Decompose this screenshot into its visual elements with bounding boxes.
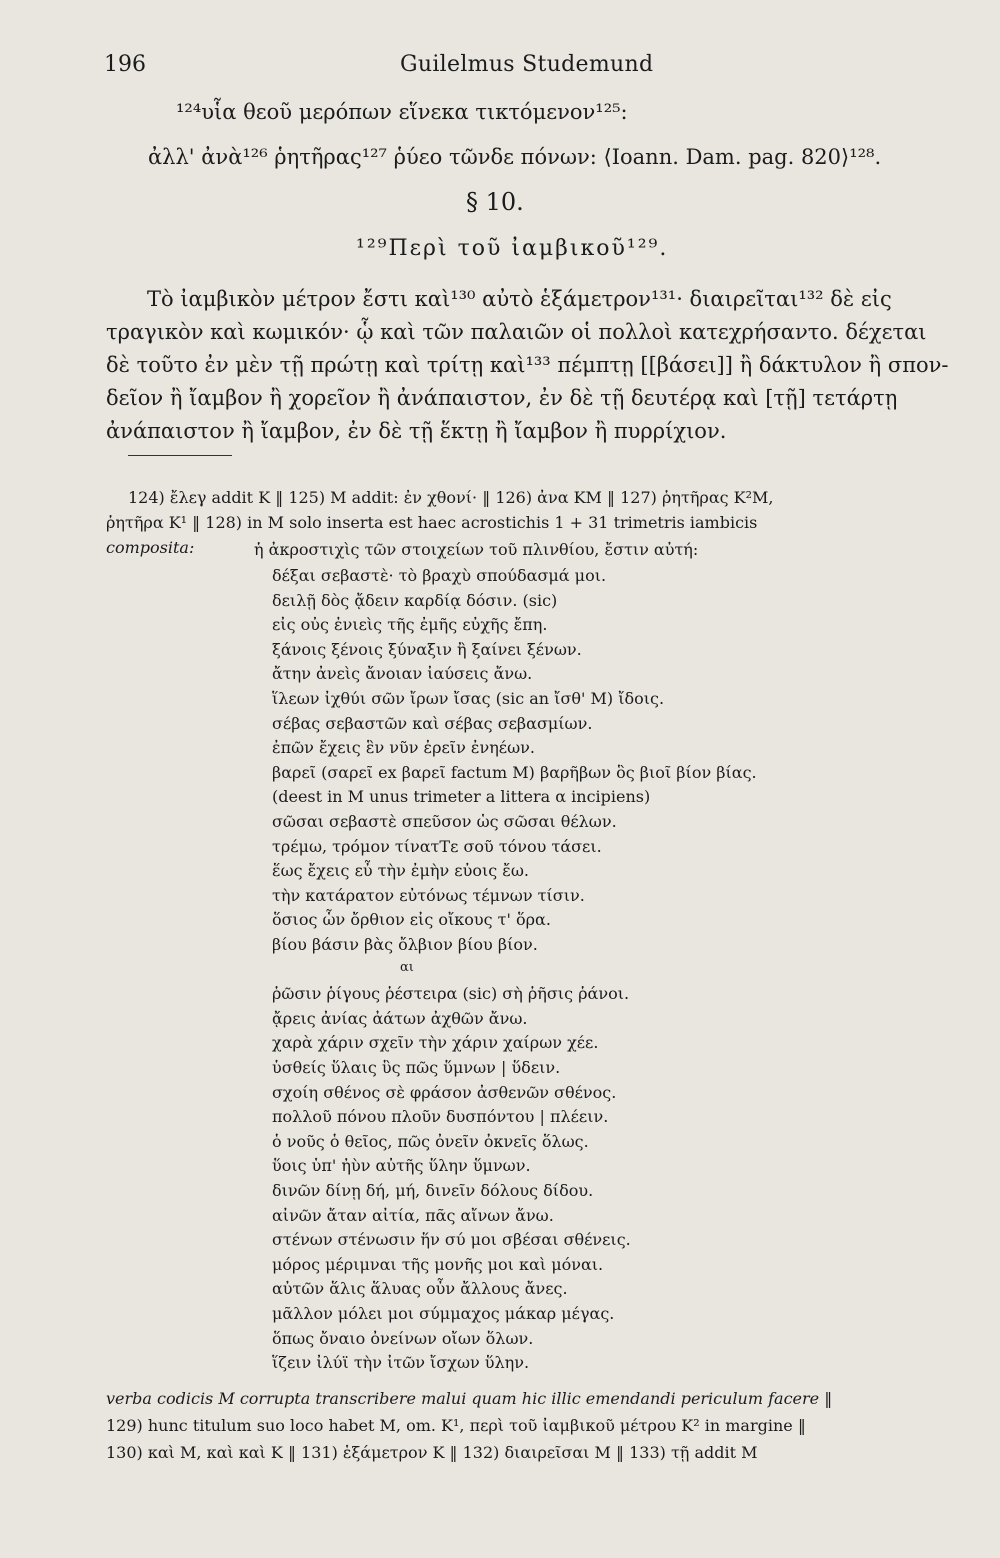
footnote-line: ῥητῆρα K¹ ‖ 128) in M solo inserta est haec acrostichis 1 + 31 trimetris iambicis <box>106 513 758 532</box>
page-number: 196 <box>104 52 146 77</box>
footnote-line: 124) ἔλεγ addit K ‖ 125) M addit: ἐν χθονί· ‖ 126) ἀνα KM ‖ 127) ῥητῆρας K²M, <box>128 488 774 507</box>
body-line: τραγικὸν καὶ κωμικόν· ᾧ καὶ τῶν παλαιῶν οἱ πολλοὶ κατεχρήσαντο. δέχεται <box>106 320 927 344</box>
body-line: δὲ τοῦτο ἐν μὲν τῇ πρώτῃ καὶ τρίτῃ καὶ¹³³ πέμπτῃ [[βάσει]] ἢ δάκτυλον ἢ σπον- <box>106 353 949 377</box>
acrostic-line: σχοίη σθένος σὲ φράσον ἀσθενῶν σθένος. <box>272 1082 617 1102</box>
acrostic-line: δινῶν δίνῃ δή, μή, δινεῖν δόλους δίδου. <box>272 1181 594 1200</box>
acrostic-line: πολλοῦ πόνου πλοῦν δυσπόντου | πλέειν. <box>272 1107 609 1127</box>
acrostic-line: αἰνῶν ἄταν αἰτία, πᾶς αἴνων ἄνω. <box>272 1205 554 1225</box>
footer-line: verba codicis M corrupta transcribere malui quam hic illic emendandi periculum facere ‖ <box>106 1389 833 1408</box>
footnote-line: composita: <box>106 538 195 557</box>
acrostic-line: ᾄρεις ἀνίας ἀάτων ἀχθῶν ἄνω. <box>272 1008 528 1028</box>
acrostic-line: ῥῶσιν ῥίγους ῥέστειρα (sic) σὴ ῥῆσις ῥάνοι. <box>272 984 630 1004</box>
acrostic-line: αὐτῶν ἅλις ἅλυας οὖν ἄλλους ἄνες. <box>272 1279 568 1299</box>
acrostic-line: ἄτην ἀνεὶς ἄνοιαν ἰαύσεις ἄνω. <box>272 664 533 684</box>
acrostic-line: ἐπῶν ἔχεις ἓν νῦν ἐρεῖν ἐνηέων. <box>272 738 535 758</box>
footnote-rule <box>128 455 232 456</box>
acrostic-line: σῶσαι σεβαστὲ σπεῦσον ὡς σῶσαι θέλων. <box>272 812 617 831</box>
verse-line: ¹²⁴υἷα θεοῦ μερόπων εἵνεκα τικτόμενον¹²⁵: <box>176 100 628 124</box>
acrostic-line: ὕοις ὑπ' ἠὺν αὐτῆς ὕλην ὕμνων. <box>272 1156 531 1176</box>
acrostic-line: ἕως ἔχεις εὖ τὴν ἐμὴν εὐοις ἔω. <box>272 861 529 881</box>
acrostic-line: ὑσθείς ὕλαις ὓς πῶς ὕμνων | ὕδειν. <box>272 1058 561 1077</box>
acrostic-intro: ἡ ἀκροστιχὶς τῶν στοιχείων τοῦ πλινθίου, ἔστιν αὐτή: <box>254 540 699 559</box>
body-line: δεῖον ἢ ἴαμβον ἢ χορεῖον ἢ ἀνάπαιστον, ἐν δὲ τῇ δευτέρᾳ καὶ [τῇ] τετάρτῃ <box>106 386 898 410</box>
acrostic-line: ὁ νοῦς ὁ θεῖος, πῶς ὀνεῖν ὀκνεῖς ὅλως. <box>272 1131 589 1151</box>
acrostic-line: αι <box>400 959 414 975</box>
acrostic-line: τρέμω, τρόμον τίνατTε σοῦ τόνου τάσει. <box>272 836 602 856</box>
footer-line: 129) hunc titulum suo loco habet M, om. K¹, περὶ τοῦ ἰαμβικοῦ μέτρου K² in margine ‖ <box>106 1416 806 1435</box>
acrostic-line: δέξαι σεβαστὲ· τὸ βραχὺ σπούδασμά μοι. <box>272 566 607 585</box>
section-number: § 10. <box>466 188 524 216</box>
section-title: ¹²⁹Περὶ τοῦ ἰαμβικοῦ¹²⁹. <box>356 236 669 261</box>
acrostic-line: δειλῇ δὸς ᾄδειν καρδίᾳ δόσιν. (sic) <box>272 590 558 610</box>
acrostic-line: εἰς οὐς ἐνιεὶς τῆς ἐμῆς εὐχῆς ἔπη. <box>272 615 548 635</box>
acrostic-line: μόρος μέριμναι τῆς μονῆς μοι καὶ μόναι. <box>272 1254 604 1274</box>
body-line: ἀνάπαιστον ἢ ἴαμβον, ἐν δὲ τῇ ἕκτῃ ἢ ἴαμβον ἢ πυρρίχιον. <box>106 419 727 443</box>
acrostic-line: ὅπως ὄναιο ὀνείνων οἴων ὅλων. <box>272 1328 534 1348</box>
acrostic-line: ἵλεων ἰχθύι σῶν ἴρων ἴσας (sic an ἴσθ' M) ἴδοις. <box>272 689 665 708</box>
acrostic-line: χαρὰ χάριν σχεῖν τὴν χάριν χαίρων χέε. <box>272 1033 599 1053</box>
acrostic-line: στένων στένωσιν ἥν σύ μοι σβέσαι σθένεις. <box>272 1230 631 1250</box>
acrostic-line: βίου βάσιν βὰς ὄλβιον βίου βίον. <box>272 935 538 954</box>
acrostic-line: σέβας σεβαστῶν καὶ σέβας σεβασμίων. <box>272 713 593 733</box>
acrostic-line: τὴν κατάρατον εὐτόνως τέμνων τίσιν. <box>272 885 585 905</box>
footer-line: 130) καὶ M, καὶ καὶ K ‖ 131) ἑξάμετρον K ‖ 132) διαιρεῖσαι M ‖ 133) τῇ addit M <box>106 1443 758 1462</box>
running-head: Guilelmus Studemund <box>400 52 654 77</box>
body-line: Τὸ ἰαμβικὸν μέτρον ἔστι καὶ¹³⁰ αὐτὸ ἑξάμετρον¹³¹· διαιρεῖται¹³² δὲ εἰς <box>147 287 892 311</box>
acrostic-line: ξάνοις ξένοις ξύναξιν ἢ ξαίνει ξένων. <box>272 639 582 659</box>
acrostic-line: βαρεῖ (σαρεῖ ex βαρεῖ factum M) βαρῆβων ὃς βιοῖ βίον βίας. <box>272 762 757 782</box>
acrostic-line: (deest in M unus trimeter a littera α incipiens) <box>272 787 651 807</box>
acrostic-line: ἵζειν ἰλύϊ τὴν ἰτῶν ἴσχων ὕλην. <box>272 1353 530 1373</box>
verse-line: ἀλλ' ἀνὰ¹²⁶ ῥητῆρας¹²⁷ ῥύεο τῶνδε πόνων: ⟨Ioann. Dam. pag. 820⟩¹²⁸. <box>148 145 882 169</box>
acrostic-line: ὅσιος ὧν ὄρθιον εἰς οἴκους τ' ὅρα. <box>272 910 551 930</box>
acrostic-line: μᾶλλον μόλει μοι σύμμαχος μάκαρ μέγας. <box>272 1304 615 1323</box>
